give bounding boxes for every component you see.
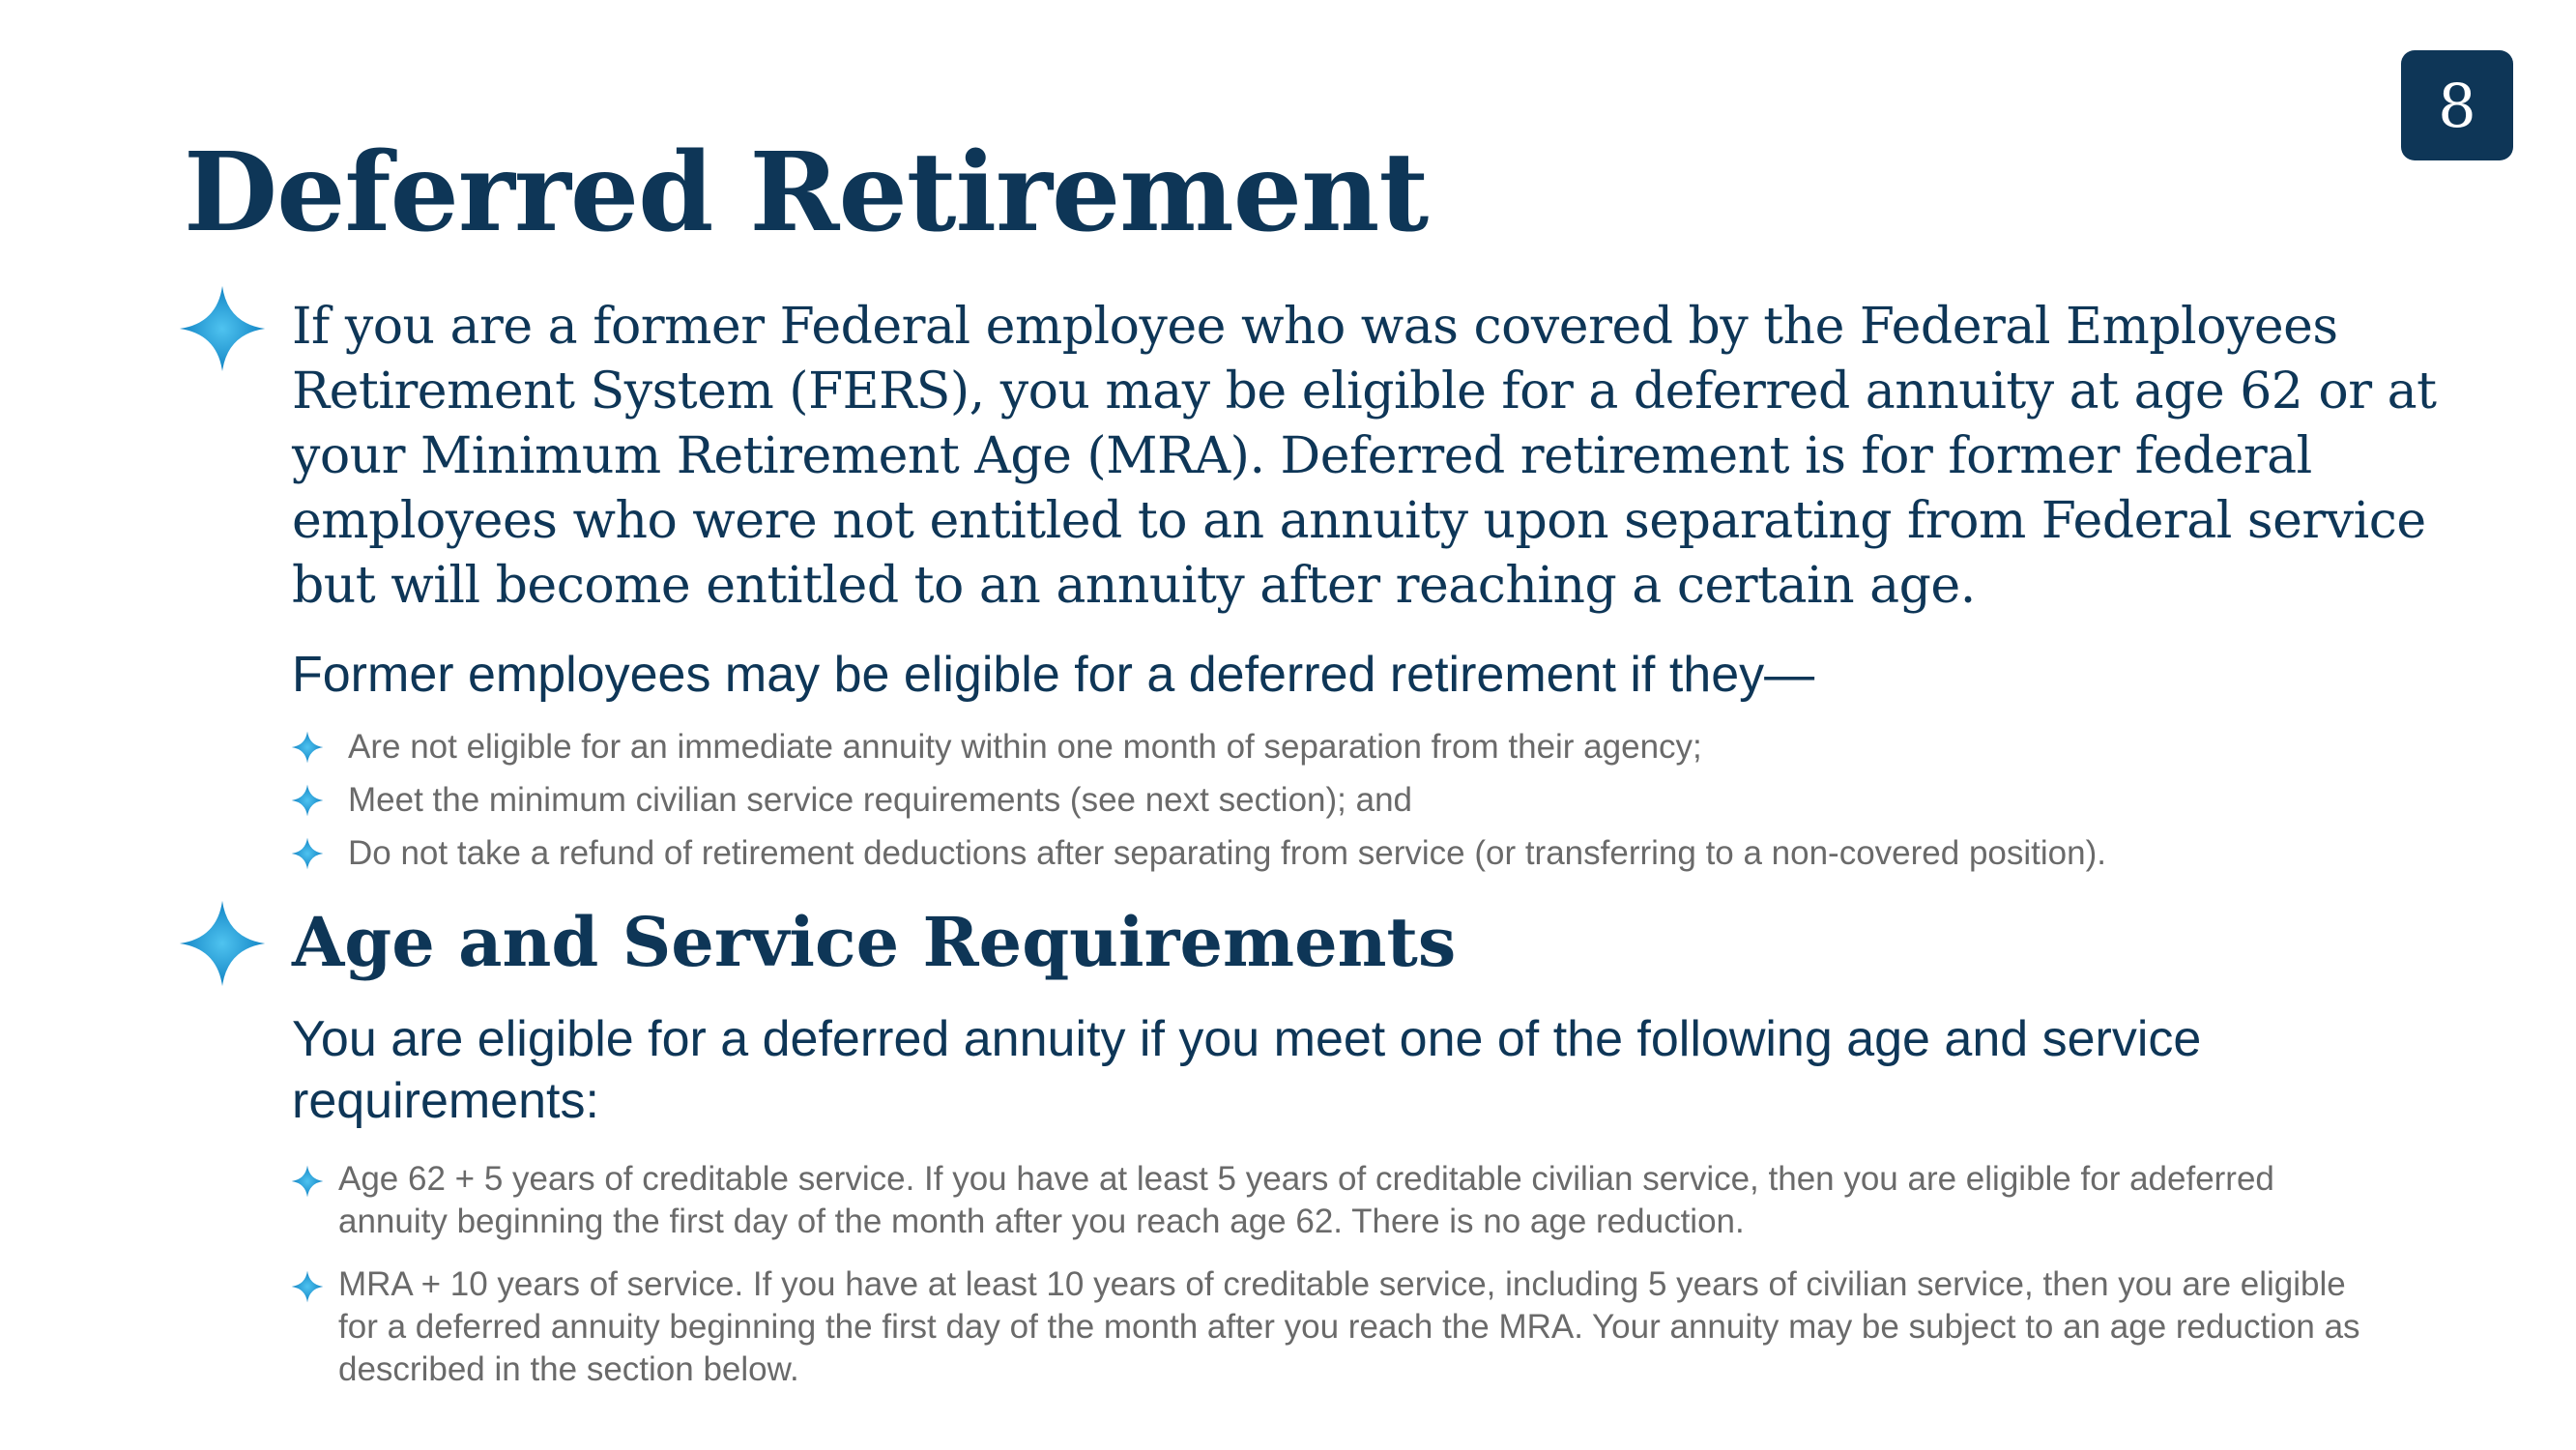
- list-item: Age 62 + 5 years of creditable service. If you have at least 5 years of creditable civilian service, then you are eligible for adeferred annuity beginning the first day of the month after you reach age 62. There is no age reduction.: [338, 1160, 2274, 1240]
- four-point-star-icon: [178, 899, 267, 988]
- four-point-star-icon: [291, 837, 324, 870]
- four-point-star-icon: [291, 1270, 324, 1303]
- page-title: Deferred Retirement: [184, 130, 1429, 256]
- eligibility-heading: Former employees may be eligible for a deferred retirement if they—: [292, 647, 1815, 703]
- age-service-heading: You are eligible for a deferred annuity if you meet one of the following age and service requirements:: [292, 1011, 2202, 1129]
- four-point-star-icon: [291, 1165, 324, 1198]
- intro-paragraph: If you are a former Federal employee who was covered by the Federal Employees Retirement System (FERS), you may be eligible for a deferred annuity at age 62 or at your Minimum Retirement Age (MRA). Deferred retirement is for former federal employees who were not entitled to an annuity upon separating from Federal service but will become entitled to an annuity after reaching a certain age.: [292, 298, 2437, 615]
- four-point-star-icon: [291, 784, 324, 817]
- list-item: Meet the minimum civilian service requirements (see next section); and: [348, 781, 1412, 819]
- list-item: Are not eligible for an immediate annuity within one month of separation from their agency;: [348, 728, 1702, 766]
- four-point-star-icon: [291, 731, 324, 764]
- list-item: MRA + 10 years of service. If you have at least 10 years of creditable service, including 5 years of civilian service, then you are eligible for a deferred annuity beginning the first day of the month after you reach the MRA. Your annuity may be subject to an age reduction as described in the section below.: [338, 1265, 2360, 1388]
- section-title: Age and Service Requirements: [292, 902, 1457, 982]
- four-point-star-icon: [178, 284, 267, 373]
- list-item: Do not take a refund of retirement deductions after separating from service (or transferring to a non-covered position).: [348, 834, 2106, 872]
- page-number-badge: 8: [2401, 50, 2513, 160]
